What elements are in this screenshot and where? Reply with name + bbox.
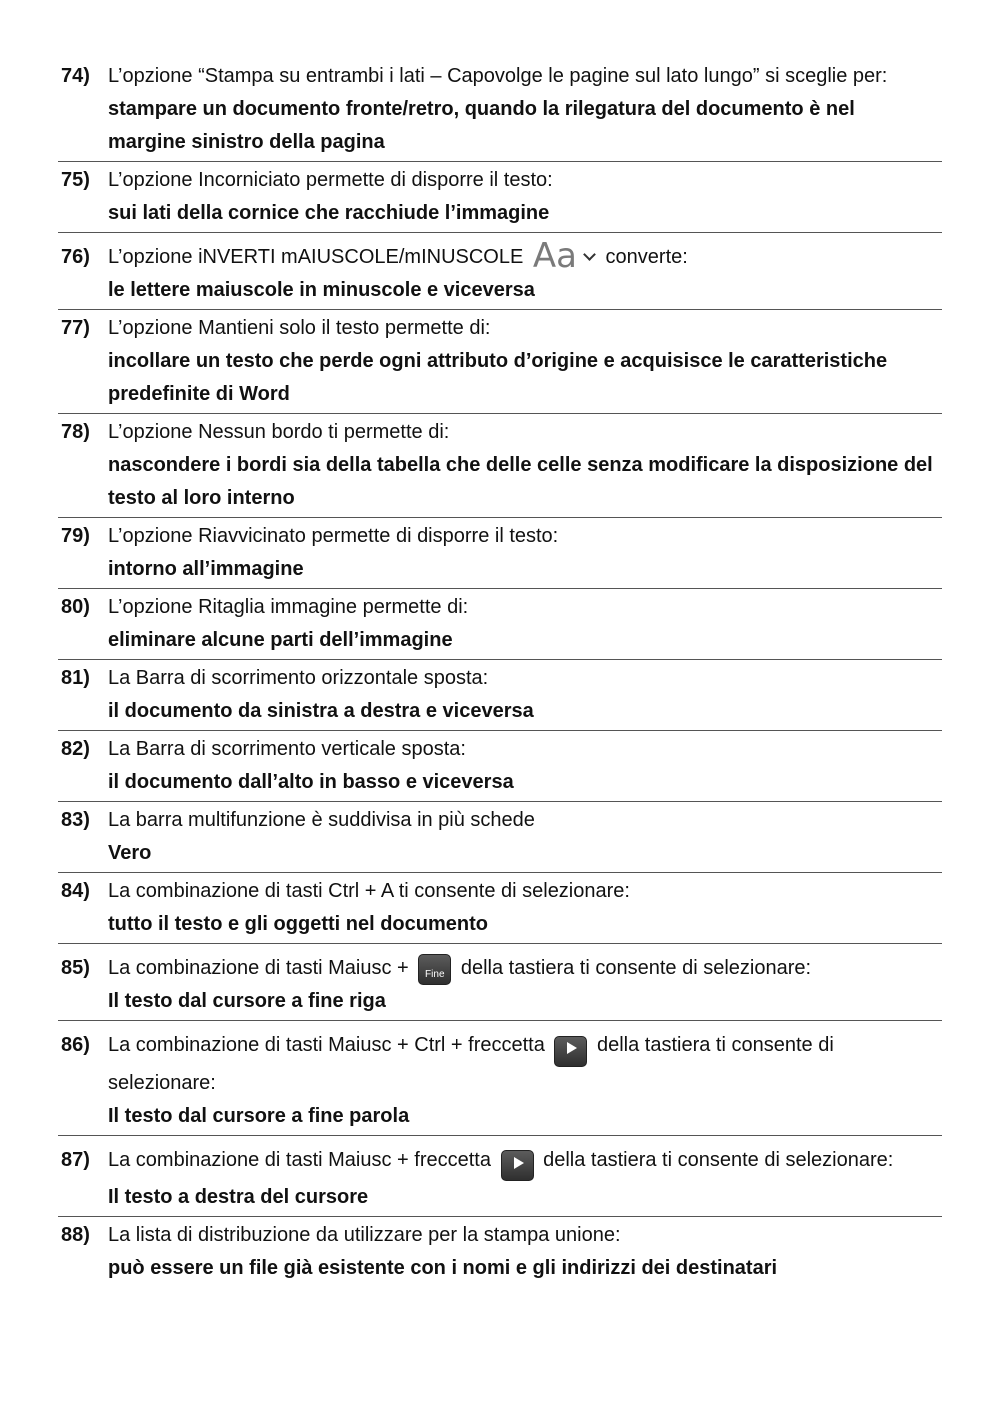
question-item (58, 162, 942, 233)
answer-text: Il testo a destra del cursore (108, 1186, 369, 1208)
question-number: 82) (61, 738, 90, 760)
question-text-before: La combinazione di tasti Maiusc + Ctrl + freccetta (108, 1034, 551, 1056)
question-item (58, 873, 942, 944)
question-number: 80) (61, 596, 90, 618)
question-text: La combinazione di tasti Ctrl + A ti consente di selezionare: (108, 880, 630, 902)
question-number: 83) (61, 809, 90, 831)
question-text-after: della tastiera ti consente di selezionare: (108, 1034, 834, 1094)
answer-text: eliminare alcune parti dell’immagine (108, 629, 453, 651)
answer-text: il documento dall’alto in basso e viceversa (108, 771, 514, 793)
answer-text: può essere un file già esistente con i nomi e gli indirizzi dei destinatari (108, 1257, 778, 1279)
change-case-icon: Aa (532, 236, 577, 276)
question-number: 81) (61, 667, 90, 689)
answer-text: intorno all’immagine (108, 558, 304, 580)
question-number: 75) (61, 169, 90, 191)
question-text: La Barra di scorrimento orizzontale sposta: (108, 667, 489, 689)
answer-text: sui lati della cornice che racchiude l’immagine (108, 202, 550, 224)
question-number: 87) (61, 1148, 90, 1171)
question-item (58, 1021, 942, 1136)
answer-text: le lettere maiuscole in minuscole e viceversa (108, 279, 535, 301)
question-text: L’opzione Nessun bordo ti permette di: (108, 421, 450, 443)
question-item (58, 1136, 942, 1218)
question-text (108, 236, 934, 276)
question-item (58, 660, 942, 731)
answer-text: Vero (108, 842, 152, 864)
question-item (58, 802, 942, 873)
answer-text: nascondere i bordi sia della tabella che delle celle senza modificare la disposizione del testo al loro interno (108, 454, 933, 509)
question-number: 77) (61, 317, 90, 339)
question-text (108, 1144, 934, 1182)
question-text (108, 1029, 934, 1100)
question-text: L’opzione Ritaglia immagine permette di: (108, 596, 469, 618)
question-text: L’opzione “Stampa su entrambi i lati – Capovolge le pagine sul lato lungo” si sceglie per: (108, 65, 888, 87)
question-number: 84) (61, 880, 90, 902)
answer-text: incollare un testo che perde ogni attributo d’origine e acquisisce le caratteristiche predefinite di Word (108, 350, 888, 405)
answer-text: Il testo dal cursore a fine riga (108, 990, 386, 1012)
question-text-before: La combinazione di tasti Maiusc + (108, 957, 415, 979)
answer-text: tutto il testo e gli oggetti nel documento (108, 913, 488, 935)
question-item (58, 589, 942, 660)
chevron-down-icon (583, 248, 596, 261)
question-number: 79) (61, 525, 90, 547)
right-arrow-key-icon (501, 1150, 534, 1181)
question-text: L’opzione Incorniciato permette di disporre il testo: (108, 169, 553, 191)
question-text: La Barra di scorrimento verticale sposta: (108, 738, 466, 760)
question-item (58, 518, 942, 589)
question-number: 76) (61, 246, 90, 268)
answer-text: stampare un documento fronte/retro, quando la rilegatura del documento è nel margine sinistro della pagina (108, 98, 855, 153)
question-item (58, 58, 942, 162)
question-item (58, 233, 942, 310)
question-text-after: converte: (599, 246, 688, 268)
question-number: 78) (61, 421, 90, 443)
question-text-after: della tastiera ti consente di selezionare: (455, 957, 812, 979)
question-text-before: La combinazione di tasti Maiusc + freccetta (108, 1148, 497, 1171)
question-item (58, 414, 942, 518)
question-item (58, 731, 942, 802)
question-number: 86) (61, 1034, 90, 1056)
question-text: La lista di distribuzione da utilizzare per la stampa unione: (108, 1224, 621, 1246)
question-text-after: della tastiera ti consente di selezionare: (537, 1148, 894, 1171)
question-text (108, 952, 934, 985)
end-key-icon: Fine (418, 954, 451, 985)
answer-text: il documento da sinistra a destra e viceversa (108, 700, 534, 722)
question-number: 85) (61, 957, 90, 979)
question-item (58, 310, 942, 414)
question-list (58, 58, 942, 1287)
question-item (58, 1217, 942, 1287)
right-arrow-key-icon (554, 1036, 587, 1067)
question-number: 88) (61, 1224, 90, 1246)
question-text-before: L’opzione iNVERTI mAIUSCOLE/mINUSCOLE (108, 246, 529, 268)
question-text: La barra multifunzione è suddivisa in più schede (108, 809, 535, 831)
question-item (58, 944, 942, 1021)
question-text: L’opzione Mantieni solo il testo permette di: (108, 317, 491, 339)
answer-text: Il testo dal cursore a fine parola (108, 1104, 410, 1127)
question-text: L’opzione Riavvicinato permette di disporre il testo: (108, 525, 559, 547)
question-number: 74) (61, 65, 90, 87)
